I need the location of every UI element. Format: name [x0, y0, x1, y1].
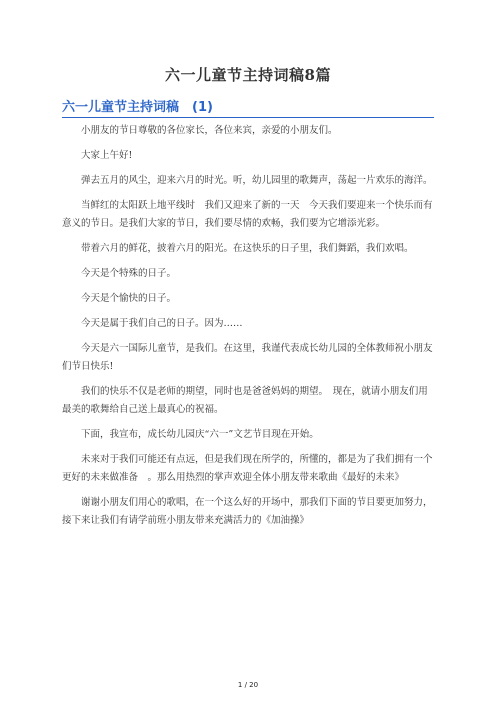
paragraph: 大家上午好! — [81, 150, 133, 161]
paragraph: 带着六月的鲜花，披着六月的阳光。在这快乐的日子里，我们舞蹈，我们欢唱。 — [81, 243, 414, 254]
page-number: 1 / 20 — [237, 681, 259, 689]
paragraph: 今天是个特殊的日子。 — [81, 268, 177, 279]
paragraph: 谢谢小朋友们用心的歌唱，在一个这么好的开场中，那我们下面的节目要更加努力，接下来让我们有请学前班小朋友带来充满活力的《加油操》 — [62, 497, 433, 526]
document-body — [62, 122, 434, 537]
paragraph: 今天是六一国际儿童节，是我们。在这里，我谨代表成长幼儿园的全体教师祝小朋友们节日快乐! — [62, 343, 433, 372]
paragraph: 我们的快乐不仅是老师的期望，同时也是爸爸妈妈的期望。 现在，就请小朋友们用最美的歌舞给自己送上最真心的祝福。 — [62, 386, 428, 415]
document-title: 六一儿童节主持词稿8篇 — [165, 66, 331, 84]
paragraph: 当鲜红的太阳跃上地平线时 我们又迎来了新的一天 今天我们要迎来一个快乐而有意义的节日。是我们大家的节日，我们要尽情的欢畅，我们要为它增添光彩。 — [62, 200, 433, 229]
paragraph: 今天是个愉快的日子。 — [81, 293, 177, 304]
paragraph: 未来对于我们可能还有点远，但是我们现在所学的，所懂的，都是为了我们拥有一个更好的未来做准备 。那么用热烈的掌声欢迎全体小朋友带来歌曲《最好的未来》 — [62, 454, 433, 483]
paragraph: 下面，我宣布，成长幼儿园庆“六一”文艺节目现在开始。 — [81, 429, 319, 440]
paragraph: 弹去五月的风尘，迎来六月的时光。听，幼儿园里的歌舞声，荡起一片欢乐的海洋。 — [81, 175, 433, 186]
paragraph: 小朋友的节日尊敬的各位家长，各位来宾，亲爱的小朋友们。 — [81, 125, 338, 136]
section-heading: 六一儿童节主持词稿 (1) — [62, 96, 434, 118]
paragraph: 今天是属于我们自己的日子。因为…… — [81, 318, 243, 329]
